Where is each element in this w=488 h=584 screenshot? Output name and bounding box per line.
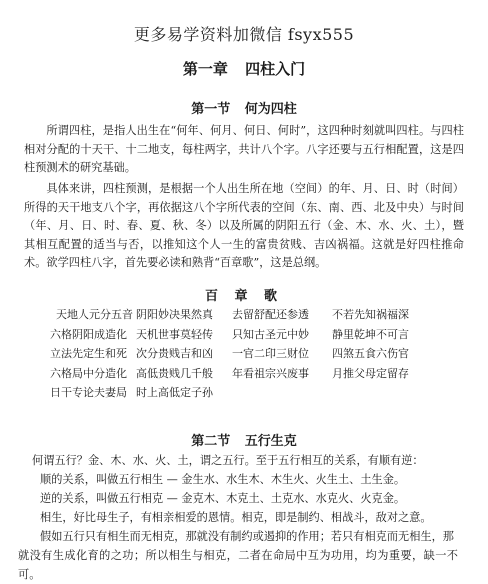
poem-line: 时上高低定子孙 — [136, 386, 213, 399]
poem-line: 只知古圣元中妙 — [232, 327, 309, 341]
section-heading-1 — [0, 98, 488, 117]
poem-line: 六格局中分造化 — [50, 366, 127, 380]
section-title: 何为四柱 — [244, 102, 297, 117]
poem-line: 高低贵贱几千般 — [136, 366, 213, 380]
wechat-banner: 更多易学资料加微信 fsyx555 — [133, 25, 355, 44]
section-heading-2 — [0, 430, 488, 449]
poem-line: 立法先定生和死 — [50, 347, 127, 360]
text-line: 相生，好比母生子，有相亲相爱的恩情。相克，即是制约、相战斗，敌对之意。 — [40, 511, 432, 524]
poem-line: 去留舒配还参透 — [232, 308, 309, 321]
text-line: 就没有生成化育的之功；所以相生与相克，二者在命局中互为功用，均为重要，缺一不可。 — [18, 549, 458, 581]
text-line: 假如五行只有相生而无相克，那就没有制约或遏抑的作用；若只有相克而无相生，那 — [40, 530, 454, 543]
text-line: 顺的关系，叫做五行相生 — 金生水、水生木、木生火、火生土、土生金。 — [40, 473, 406, 486]
poem-line: 次分贵贱吉和凶 — [136, 347, 213, 360]
text-line: 何谓五行？金、木、水、火、土，谓之五行。至于五行相互的关系，有顺有逆： — [32, 454, 424, 467]
poem-line: 天机世事莫轻传 — [136, 327, 213, 341]
poem-line — [232, 383, 332, 403]
poem-line: 一官二印三财位 — [232, 347, 309, 360]
chapter-title: 四柱入门 — [245, 60, 306, 78]
poem-line: 不若先知祸福深 — [332, 308, 409, 321]
poem-line: 月推父母定留存 — [332, 366, 409, 380]
chapter-heading — [0, 58, 488, 79]
poem-line: 年看祖宗兴废事 — [232, 366, 309, 380]
chapter-number: 第一章 — [182, 60, 228, 78]
paragraph: 具体来讲，四柱预测，是根据一个人出生所在地（空间）的年、月、日、时（时间）所得的天干地支八个字，再依据这八个字所代表的空间（东、南、西、北及中央）与时间（年、月、日、时、春、夏、秋、冬）以及所属的阴阳五行（金、木、水、火、土），暨其相互配置的适当与否，以推知这个人一生的富贵贫贱、吉凶祸福。这就是好四柱推命术。欲学四柱八字，首先要必读和熟背“百章歌”，这是总纲。 — [24, 182, 464, 269]
poem-line: 天地人元分五音 — [56, 308, 133, 321]
text-line: 逆的关系，叫做五行相克 — 金克木、木克土、土克水、水克火、火克金。 — [40, 492, 406, 505]
poem-line: 日干专论夫妻局 — [50, 386, 127, 399]
poem-title: 百 章 歌 — [204, 289, 284, 304]
poem-line: 六格阴阳成造化 — [50, 327, 127, 341]
poem-line: 阴阳妙决果然真 — [136, 308, 213, 321]
poem-line: 四煞五食六伤官 — [332, 347, 409, 360]
section-number: 第一节 — [191, 102, 231, 117]
poem-grid — [40, 305, 460, 403]
section-number: 第二节 — [191, 434, 231, 449]
paragraph: 所谓四柱，是指人出生在“何年、何月、何日、何时”，这四种时刻就叫四柱。与四柱相对分配的十天干、十二地支，每柱两字，共计八个字。八字还要与五行相配置，这是四柱预测术的研究基础。 — [24, 124, 464, 174]
section-title: 五行生克 — [244, 434, 297, 449]
poem-line: 静里乾坤不可言 — [332, 327, 409, 341]
poem-line — [332, 383, 432, 403]
